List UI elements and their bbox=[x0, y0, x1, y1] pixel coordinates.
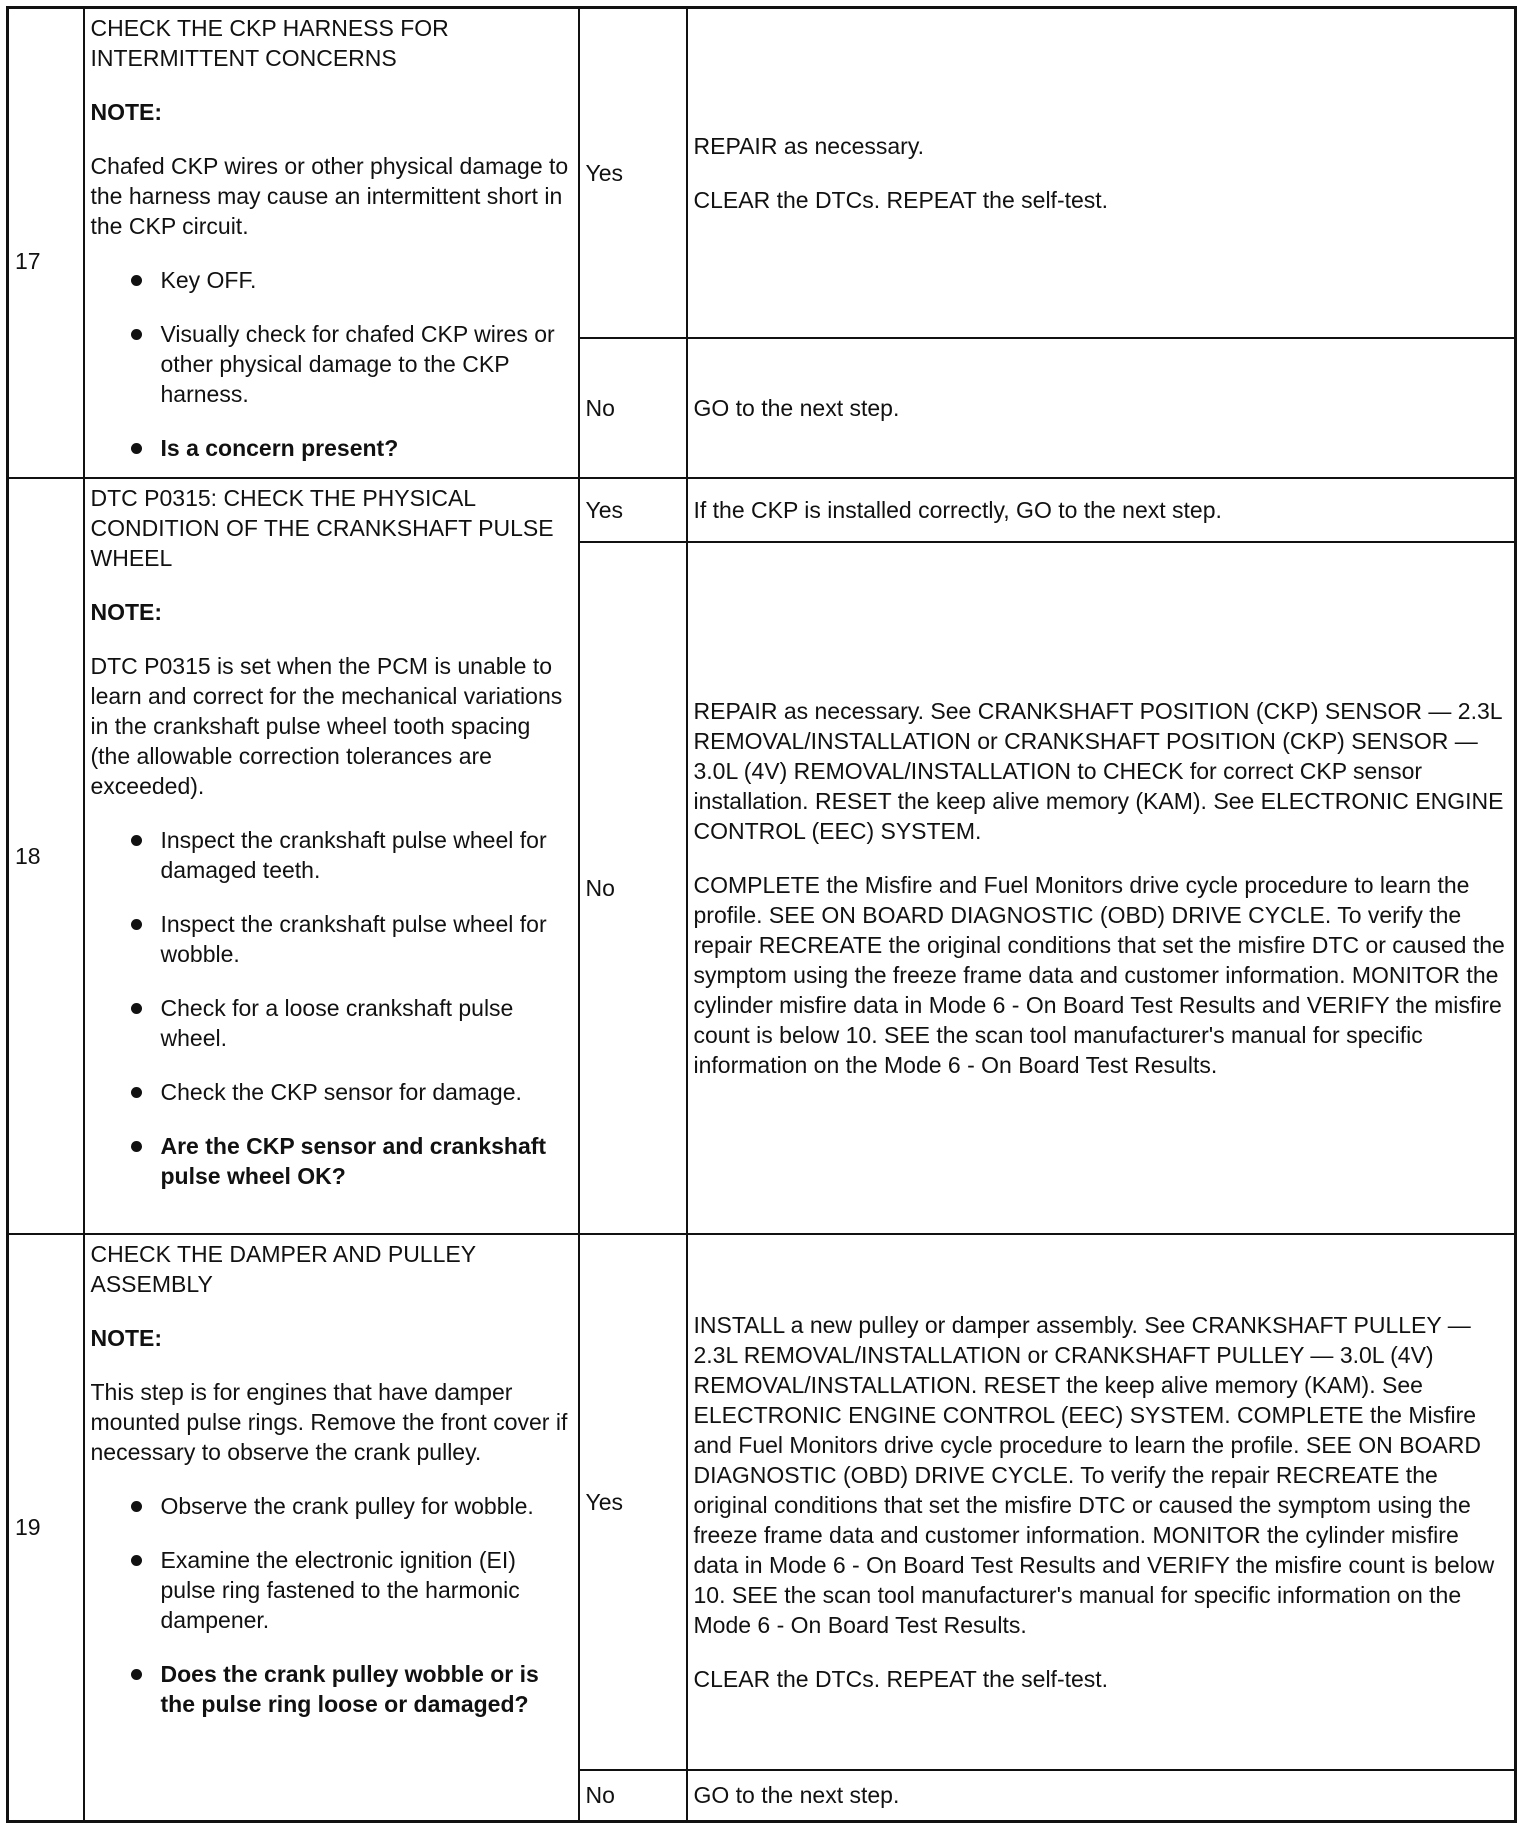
diagnostic-table bbox=[6, 6, 1517, 1823]
action-item: Examine the electronic ignition (EI) pulse ring fastened to the harmonic dampener. bbox=[131, 1545, 572, 1635]
bullet-icon bbox=[131, 443, 142, 454]
step-row-18 bbox=[8, 478, 1516, 542]
step-row-17 bbox=[8, 8, 1516, 338]
result-answer: Yes bbox=[579, 8, 687, 338]
action-item: Observe the crank pulley for wobble. bbox=[131, 1491, 572, 1521]
test-cell bbox=[84, 478, 579, 1234]
bullet-icon bbox=[131, 275, 142, 286]
note-label: NOTE: bbox=[90, 99, 163, 125]
step-title: CHECK THE CKP HARNESS FOR INTERMITTENT CONCERNS bbox=[90, 15, 449, 71]
question-item: Is a concern present? bbox=[131, 433, 572, 463]
result-action: REPAIR as necessary. See CRANKSHAFT POSITION (CKP) SENSOR — 2.3L REMOVAL/INSTALLATION or CRANKSHAFT POSITION (CKP) SENSOR — 3.0L (4V) REMOVAL/INSTALLATION to CHECK for correct CKP sensor installation. RESET the keep alive memory (KAM). See ELECTRONIC ENGINE CONTROL (EEC) SYSTEM. COMPLETE the Misfire and Fuel Monitors drive cycle procedure to learn the profile. SEE ON BOARD DIAGNOSTIC (OBD) DRIVE CYCLE. To verify the repair RECREATE the original conditions that set the misfire DTC or caused the symptom using the freeze frame data and customer information. MONITOR the cylinder misfire data in Mode 6 - On Board Test Results and VERIFY the misfire count is below 10. SEE the scan tool manufacturer's manual for specific information on the Mode 6 - On Board Test Results. bbox=[687, 542, 1516, 1234]
bullet-icon bbox=[131, 1141, 142, 1152]
question-item: Does the crank pulley wobble or is the pulse ring loose or damaged? bbox=[131, 1659, 572, 1719]
action-item: Key OFF. bbox=[131, 265, 572, 295]
action-item: Check the CKP sensor for damage. bbox=[131, 1077, 572, 1107]
action-list bbox=[91, 1491, 572, 1719]
result-answer: Yes bbox=[579, 478, 687, 542]
step-number: 17 bbox=[8, 8, 84, 478]
result-action: GO to the next step. bbox=[687, 338, 1516, 478]
step-title: CHECK THE DAMPER AND PULLEY ASSEMBLY bbox=[90, 1240, 476, 1297]
result-action: GO to the next step. bbox=[687, 1770, 1516, 1822]
step-number: 19 bbox=[8, 1234, 84, 1822]
step-number: 18 bbox=[8, 478, 84, 1234]
note-text: This step is for engines that have damper mounted pulse rings. Remove the front cover if necessary to observe the crank pulley. bbox=[90, 1378, 568, 1465]
action-list bbox=[91, 265, 572, 463]
action-item: Check for a loose crankshaft pulse wheel. bbox=[131, 993, 572, 1053]
question-item: Are the CKP sensor and crankshaft pulse wheel OK? bbox=[131, 1131, 572, 1191]
note-label: NOTE: bbox=[90, 1324, 163, 1351]
note-text: DTC P0315 is set when the PCM is unable to learn and correct for the mechanical variations in the crankshaft pulse wheel tooth spacing (the allowable correction tolerances are exceeded). bbox=[90, 652, 563, 799]
bullet-icon bbox=[131, 1669, 142, 1680]
bullet-icon bbox=[131, 1555, 142, 1566]
test-cell bbox=[84, 8, 579, 478]
bullet-icon bbox=[131, 329, 142, 340]
step-row-19 bbox=[8, 1234, 1516, 1770]
note-text: Chafed CKP wires or other physical damage to the harness may cause an intermittent short in the CKP circuit. bbox=[90, 153, 569, 239]
action-item: Inspect the crankshaft pulse wheel for damaged teeth. bbox=[131, 825, 572, 885]
result-answer: No bbox=[579, 542, 687, 1234]
result-action: If the CKP is installed correctly, GO to the next step. bbox=[687, 478, 1516, 542]
action-item: Visually check for chafed CKP wires or other physical damage to the CKP harness. bbox=[131, 319, 572, 409]
bullet-icon bbox=[131, 1501, 142, 1512]
test-cell bbox=[84, 1234, 579, 1822]
bullet-icon bbox=[131, 1003, 142, 1014]
bullet-icon bbox=[131, 835, 142, 846]
result-action: REPAIR as necessary. CLEAR the DTCs. REPEAT the self-test. bbox=[687, 8, 1516, 338]
note-label: NOTE: bbox=[90, 598, 163, 625]
action-list bbox=[91, 825, 572, 1191]
result-action: INSTALL a new pulley or damper assembly. See CRANKSHAFT PULLEY — 2.3L REMOVAL/INSTALLATION or CRANKSHAFT PULLEY — 3.0L (4V) REMOVAL/INSTALLATION. RESET the keep alive memory (KAM). See ELECTRONIC ENGINE CONTROL (EEC) SYSTEM. COMPLETE the Misfire and Fuel Monitors drive cycle procedure to learn the profile. SEE ON BOARD DIAGNOSTIC (OBD) DRIVE CYCLE. To verify the repair RECREATE the original conditions that set the misfire DTC or caused the symptom using the freeze frame data and customer information. MONITOR the cylinder misfire data in Mode 6 - On Board Test Results and VERIFY the misfire count is below 10. SEE the scan tool manufacturer's manual for specific information on the Mode 6 - On Board Test Results. CLEAR the DTCs. REPEAT the self-test. bbox=[687, 1234, 1516, 1770]
action-item: Inspect the crankshaft pulse wheel for wobble. bbox=[131, 909, 572, 969]
step-title: DTC P0315: CHECK THE PHYSICAL CONDITION OF THE CRANKSHAFT PULSE WHEEL bbox=[90, 484, 554, 571]
bullet-icon bbox=[131, 919, 142, 930]
bullet-icon bbox=[131, 1087, 142, 1098]
result-answer: No bbox=[579, 338, 687, 478]
result-answer: No bbox=[579, 1770, 687, 1822]
result-answer: Yes bbox=[579, 1234, 687, 1770]
